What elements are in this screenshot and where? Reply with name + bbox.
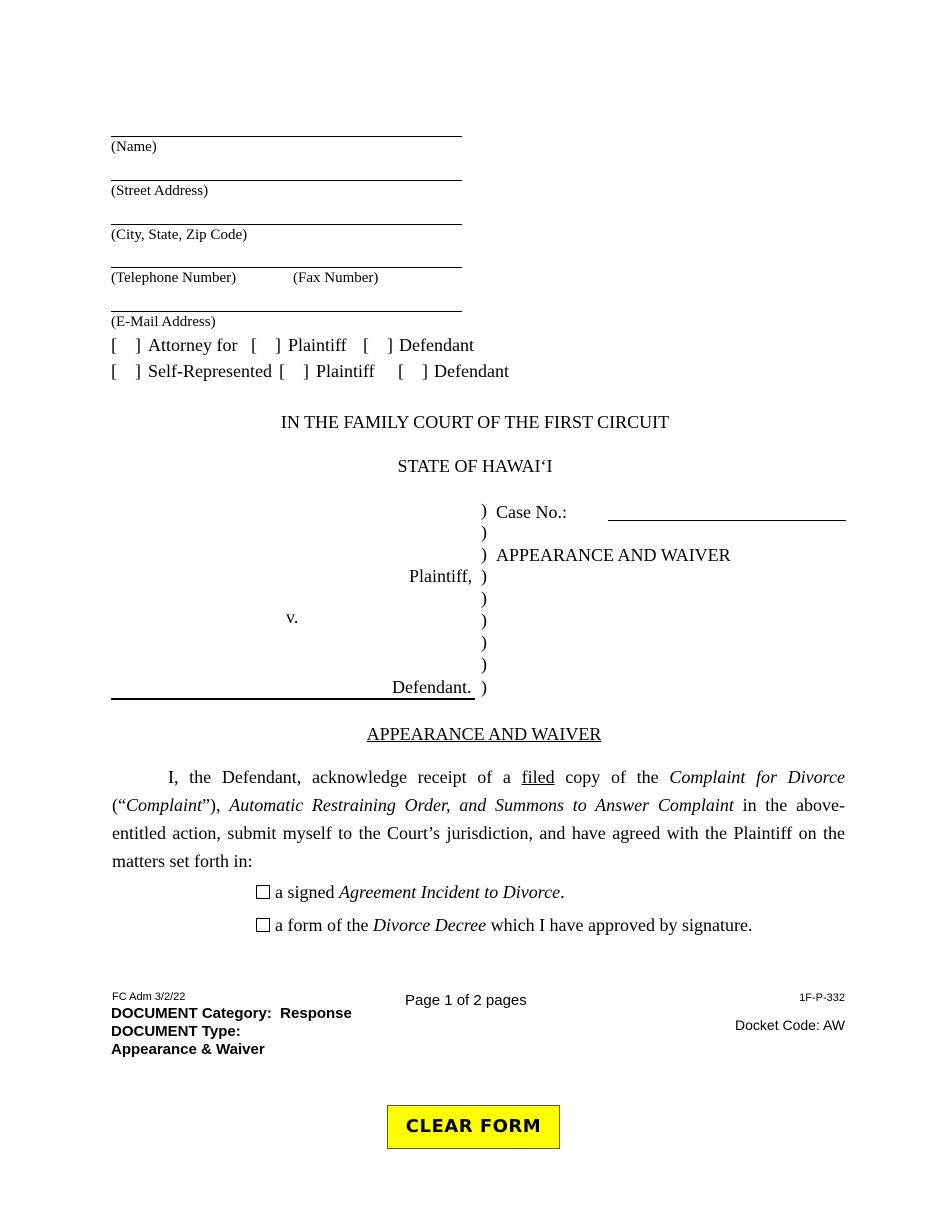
case-no-field[interactable] [608, 520, 846, 521]
attorney-defendant-checkbox[interactable]: [ ] [363, 335, 393, 355]
restraining-order-title: Automatic Restraining Order, and Summons to Answer Complaint [229, 795, 734, 815]
self-defendant-label: Defendant [434, 361, 509, 381]
caption-paren: ) [481, 500, 487, 520]
caption-paren: ) [481, 522, 487, 542]
plaintiff-caption-label: Plaintiff, [409, 566, 473, 586]
name-label: (Name) [111, 139, 157, 155]
caption-paren: ) [481, 677, 487, 697]
caption-paren: ) [481, 632, 487, 652]
self-defendant-checkbox[interactable]: [ ] [398, 361, 428, 381]
attorney-plaintiff-label: Plaintiff [288, 335, 347, 355]
caption-paren: ) [481, 544, 487, 564]
paragraph-text: (“ [112, 795, 126, 815]
self-plaintiff-label: Plaintiff [316, 361, 375, 381]
telephone-fax-line[interactable] [111, 267, 462, 268]
case-no-label: Case No.: [496, 502, 567, 522]
court-name: IN THE FAMILY COURT OF THE FIRST CIRCUIT [280, 412, 670, 432]
attorney-checkbox[interactable]: [ ] [111, 335, 141, 355]
attorney-plaintiff-checkbox[interactable]: [ ] [251, 335, 281, 355]
option-text: a signed [275, 882, 339, 902]
caption-paren: ) [481, 566, 487, 586]
court-state: STATE OF HAWAI‘I [397, 456, 553, 476]
paragraph-text: I, the Defendant, acknowledge receipt of a [168, 767, 522, 787]
caption-paren: ) [481, 654, 487, 674]
docket-code: Docket Code: AW [735, 1017, 845, 1033]
name-line[interactable] [111, 136, 462, 137]
paragraph-text: in the above-entitled action, submit myself to the Court’s jurisdiction, and have agreed with the Plaintiff on the matters set forth in: [112, 795, 845, 871]
telephone-label: (Telephone Number) [111, 270, 237, 286]
fax-label: (Fax Number) [293, 270, 379, 286]
street-address-label: (Street Address) [111, 183, 209, 199]
acknowledgment-paragraph [112, 763, 845, 875]
agreement-title: Agreement Incident to Divorce [338, 882, 561, 902]
complaint-title: Complaint for Divorce [669, 767, 845, 787]
option-text: . [560, 882, 565, 902]
self-represented-checkbox[interactable]: [ ] [111, 361, 141, 381]
document-category: DOCUMENT Category: Response [111, 1005, 352, 1022]
email-line[interactable] [111, 311, 462, 312]
form-date: FC Adm 3/2/22 [112, 991, 186, 1003]
paragraph-text: ”), [202, 795, 230, 815]
email-label: (E-Mail Address) [111, 314, 216, 330]
city-state-zip-line[interactable] [111, 224, 462, 225]
caption-bottom-rule [111, 698, 475, 700]
versus-label: v. [286, 607, 299, 627]
document-type: DOCUMENT Type: [111, 1023, 241, 1040]
decree-checkbox[interactable] [256, 918, 270, 932]
caption-paren: ) [481, 588, 487, 608]
caption-document-title: APPEARANCE AND WAIVER [496, 545, 731, 565]
agreement-checkbox[interactable] [256, 885, 270, 899]
document-type-value: Appearance & Waiver [111, 1041, 265, 1058]
option-decree-row [256, 915, 753, 935]
paragraph-text: copy of the [554, 767, 670, 787]
clear-form-button[interactable]: CLEAR FORM [387, 1105, 560, 1149]
complaint-short-title: Complaint [125, 795, 202, 815]
defendant-caption-label: Defendant. [392, 677, 472, 697]
filed-text: filed [521, 767, 555, 787]
self-represented-label: Self-Represented [148, 361, 272, 381]
attorney-for-label: Attorney for [148, 335, 238, 355]
page-number: Page 1 of 2 pages [405, 992, 527, 1009]
option-text: which I have approved by signature. [486, 915, 753, 935]
caption-paren: ) [481, 610, 487, 630]
city-state-zip-label: (City, State, Zip Code) [111, 227, 248, 243]
option-text: a form of the [275, 915, 373, 935]
option-agreement-row [256, 882, 565, 902]
street-address-line[interactable] [111, 180, 462, 181]
decree-title: Divorce Decree [372, 915, 487, 935]
form-number: 1F-P-332 [799, 992, 845, 1004]
attorney-defendant-label: Defendant [399, 335, 474, 355]
self-plaintiff-checkbox[interactable]: [ ] [279, 361, 309, 381]
section-heading: APPEARANCE AND WAIVER [366, 724, 602, 744]
